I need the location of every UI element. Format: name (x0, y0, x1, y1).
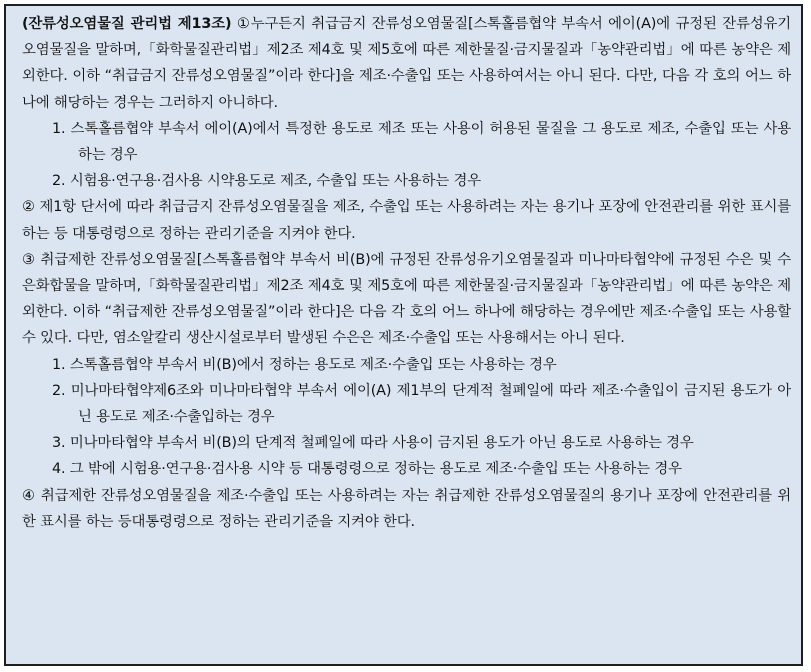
paragraph-1-item-2: 2. 시험용·연구용·검사용 시약용도로 제조, 수출입 또는 사용하는 경우 (52, 173, 481, 190)
paragraph-3-item-4: 4. 그 밖에 시험용·연구용·검사용 시약 등 대통령령으로 정하는 용도로 제조·수출입 또는 사용하는 경우 (52, 461, 682, 478)
paragraph-2: ② 제1항 단서에 따라 취급금지 잔류성오염물질을 제조, 수출입 또는 사용하려는 자는 용기나 포장에 안전관리를 위한 표시를 하는 등 대통령령으로 정하는 관리기준을 지켜야 한다. (22, 199, 791, 242)
paragraph-1-text: ①누구든지 취급금지 잔류성오염물질[스톡홀름협약 부속서 에이(A)에 규정된 잔류성유기오염물질을 말하며,「화학물질관리법」제2조 제4호 및 제5호에 따른 제한물질·금지물질과「농약관리법」에 따른 농약은 제외한다. 이하 “취급금지 잔류성오염물질”이라 한다]을 제조·수출입 또는 사용하여서는 아니 된다. 다만, 다음 각 호의 어느 하나에 해당하는 경우는 그러하지 아니하다. (22, 16, 791, 111)
paragraph-3: ③ 취급제한 잔류성오염물질[스톡홀름협약 부속서 비(B)에 규정된 잔류성유기오염물질과 미나마타협약에 규정된 수은 및 수은화합물을 말하며,「화학물질관리법」제2조 제4호 및 제5호에 따른 제한물질·금지물질과「농약관리법」에 따른 농약은 제외한다. 이하 “취급제한 잔류성오염물질”이라 한다]은 다음 각 호의 어느 하나에 해당하는 경우에만 제조·수출입 또는 사용할 수 있다. 다만, 염소알칼리 생산시설로부터 발생된 수은은 제조·수출입 또는 사용해서는 아니 된다. (22, 251, 791, 347)
article-title: (잔류성오염물질 관리법 제13조) (22, 16, 232, 32)
paragraph-3-item-3: 3. 미나마타협약 부속서 비(B)의 단계적 철폐일에 따라 사용이 금지된 용도가 아닌 용도로 사용하는 경우 (52, 435, 694, 452)
paragraph-1-item-1: 1. 스톡홀름협약 부속서 에이(A)에서 특정한 용도로 제조 또는 사용이 허용된 물질을 그 용도로 제조, 수출입 또는 사용하는 경우 (52, 120, 791, 164)
paragraph-4: ④ 취급제한 잔류성오염물질을 제조·수출입 또는 사용하려는 자는 취급제한 잔류성오염물질의 용기나 포장에 안전관리를 위한 표시를 하는 등대통령령으로 정하는 관리기준을 지켜야 한다. (22, 487, 791, 530)
paragraph-3-item-2: 2. 미나마타협약제6조와 미나마타협약 부속서 에이(A) 제1부의 단계적 철폐일에 따라 제조·수출입이 금지된 용도가 아닌 용도로 제조·수출입하는 경우 (52, 382, 791, 426)
paragraph-3-item-1: 1. 스톡홀름협약 부속서 비(B)에서 정하는 용도로 제조·수출입 또는 사용하는 경우 (52, 356, 557, 373)
paragraph-1 (22, 11, 791, 116)
law-article-box (4, 4, 803, 666)
